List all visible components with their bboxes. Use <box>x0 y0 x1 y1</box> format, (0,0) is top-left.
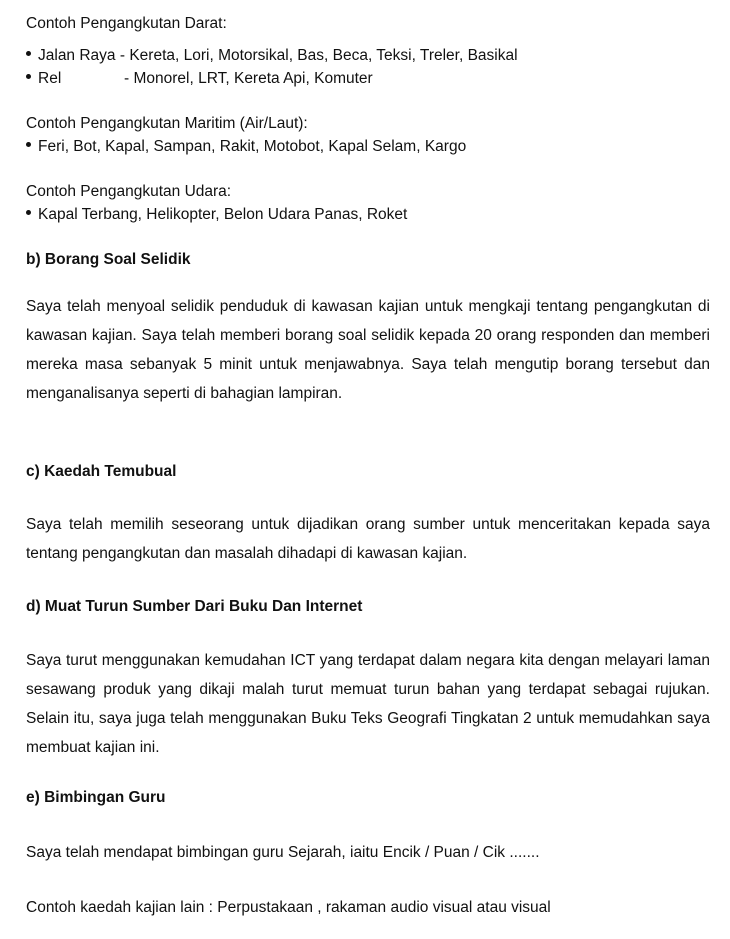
udara-item-text: Kapal Terbang, Helikopter, Belon Udara Panas, Roket <box>38 206 408 223</box>
section-body-borang: Saya telah menyoal selidik penduduk di kawasan kajian untuk mengkaji tentang pengangkutan di kawasan kajian. Saya telah memberi borang soal selidik kepada 20 orang responden dan memberi mereka masa sebanyak 5 minit untuk menjawabnya. Saya telah mengutip borang tersebut dan menganalisanya seperti di bahagian lampiran. <box>26 298 710 402</box>
section-heading-borang: b) Borang Soal Selidik <box>26 251 191 268</box>
darat-item-label: Rel <box>38 70 62 87</box>
darat-item-rel <box>26 69 373 89</box>
bullet-icon <box>26 51 31 56</box>
section-heading-muat-turun: d) Muat Turun Sumber Dari Buku Dan Internet <box>26 598 363 615</box>
bullet-icon <box>26 142 31 147</box>
maritim-item <box>26 137 466 157</box>
darat-item-jalan-raya <box>26 46 518 66</box>
section-body-temubual: Saya telah memilih seseorang untuk dijadikan orang sumber untuk menceritakan kepada saya tentang pengangkutan dan masalah dihadapi di kawasan kajian. <box>26 516 710 562</box>
darat-item-text: - Kereta, Lori, Motorsikal, Bas, Beca, Teksi, Treler, Basikal <box>119 47 518 64</box>
section-body-muat-turun: Saya turut menggunakan kemudahan ICT yang terdapat dalam negara kita dengan melayari laman sesawang produk yang dikaji malah turut memuat turun bahan yang terdapat sebagai rujukan. Selain itu, saya juga telah menggunakan Buku Teks Geografi Tingkatan 2 untuk memudahkan saya membuat kajian ini. <box>26 652 710 756</box>
darat-item-text: - Monorel, LRT, Kereta Api, Komuter <box>124 70 373 87</box>
section-heading-temubual: c) Kaedah Temubual <box>26 463 177 480</box>
footer-note: Contoh kaedah kajian lain : Perpustakaan , rakaman audio visual atau visual <box>26 899 551 916</box>
darat-item-label: Jalan Raya <box>38 47 116 64</box>
udara-title: Contoh Pengangkutan Udara: <box>26 183 232 200</box>
section-heading-bimbingan: e) Bimbingan Guru <box>26 789 166 806</box>
maritim-item-text: Feri, Bot, Kapal, Sampan, Rakit, Motobot, Kapal Selam, Kargo <box>38 138 467 155</box>
section-body-bimbingan: Saya telah mendapat bimbingan guru Sejarah, iaitu Encik / Puan / Cik ....... <box>26 844 540 861</box>
darat-title: Contoh Pengangkutan Darat: <box>26 15 227 32</box>
udara-item <box>26 205 407 225</box>
bullet-icon <box>26 74 31 79</box>
bullet-icon <box>26 210 31 215</box>
maritim-title: Contoh Pengangkutan Maritim (Air/Laut): <box>26 115 308 132</box>
